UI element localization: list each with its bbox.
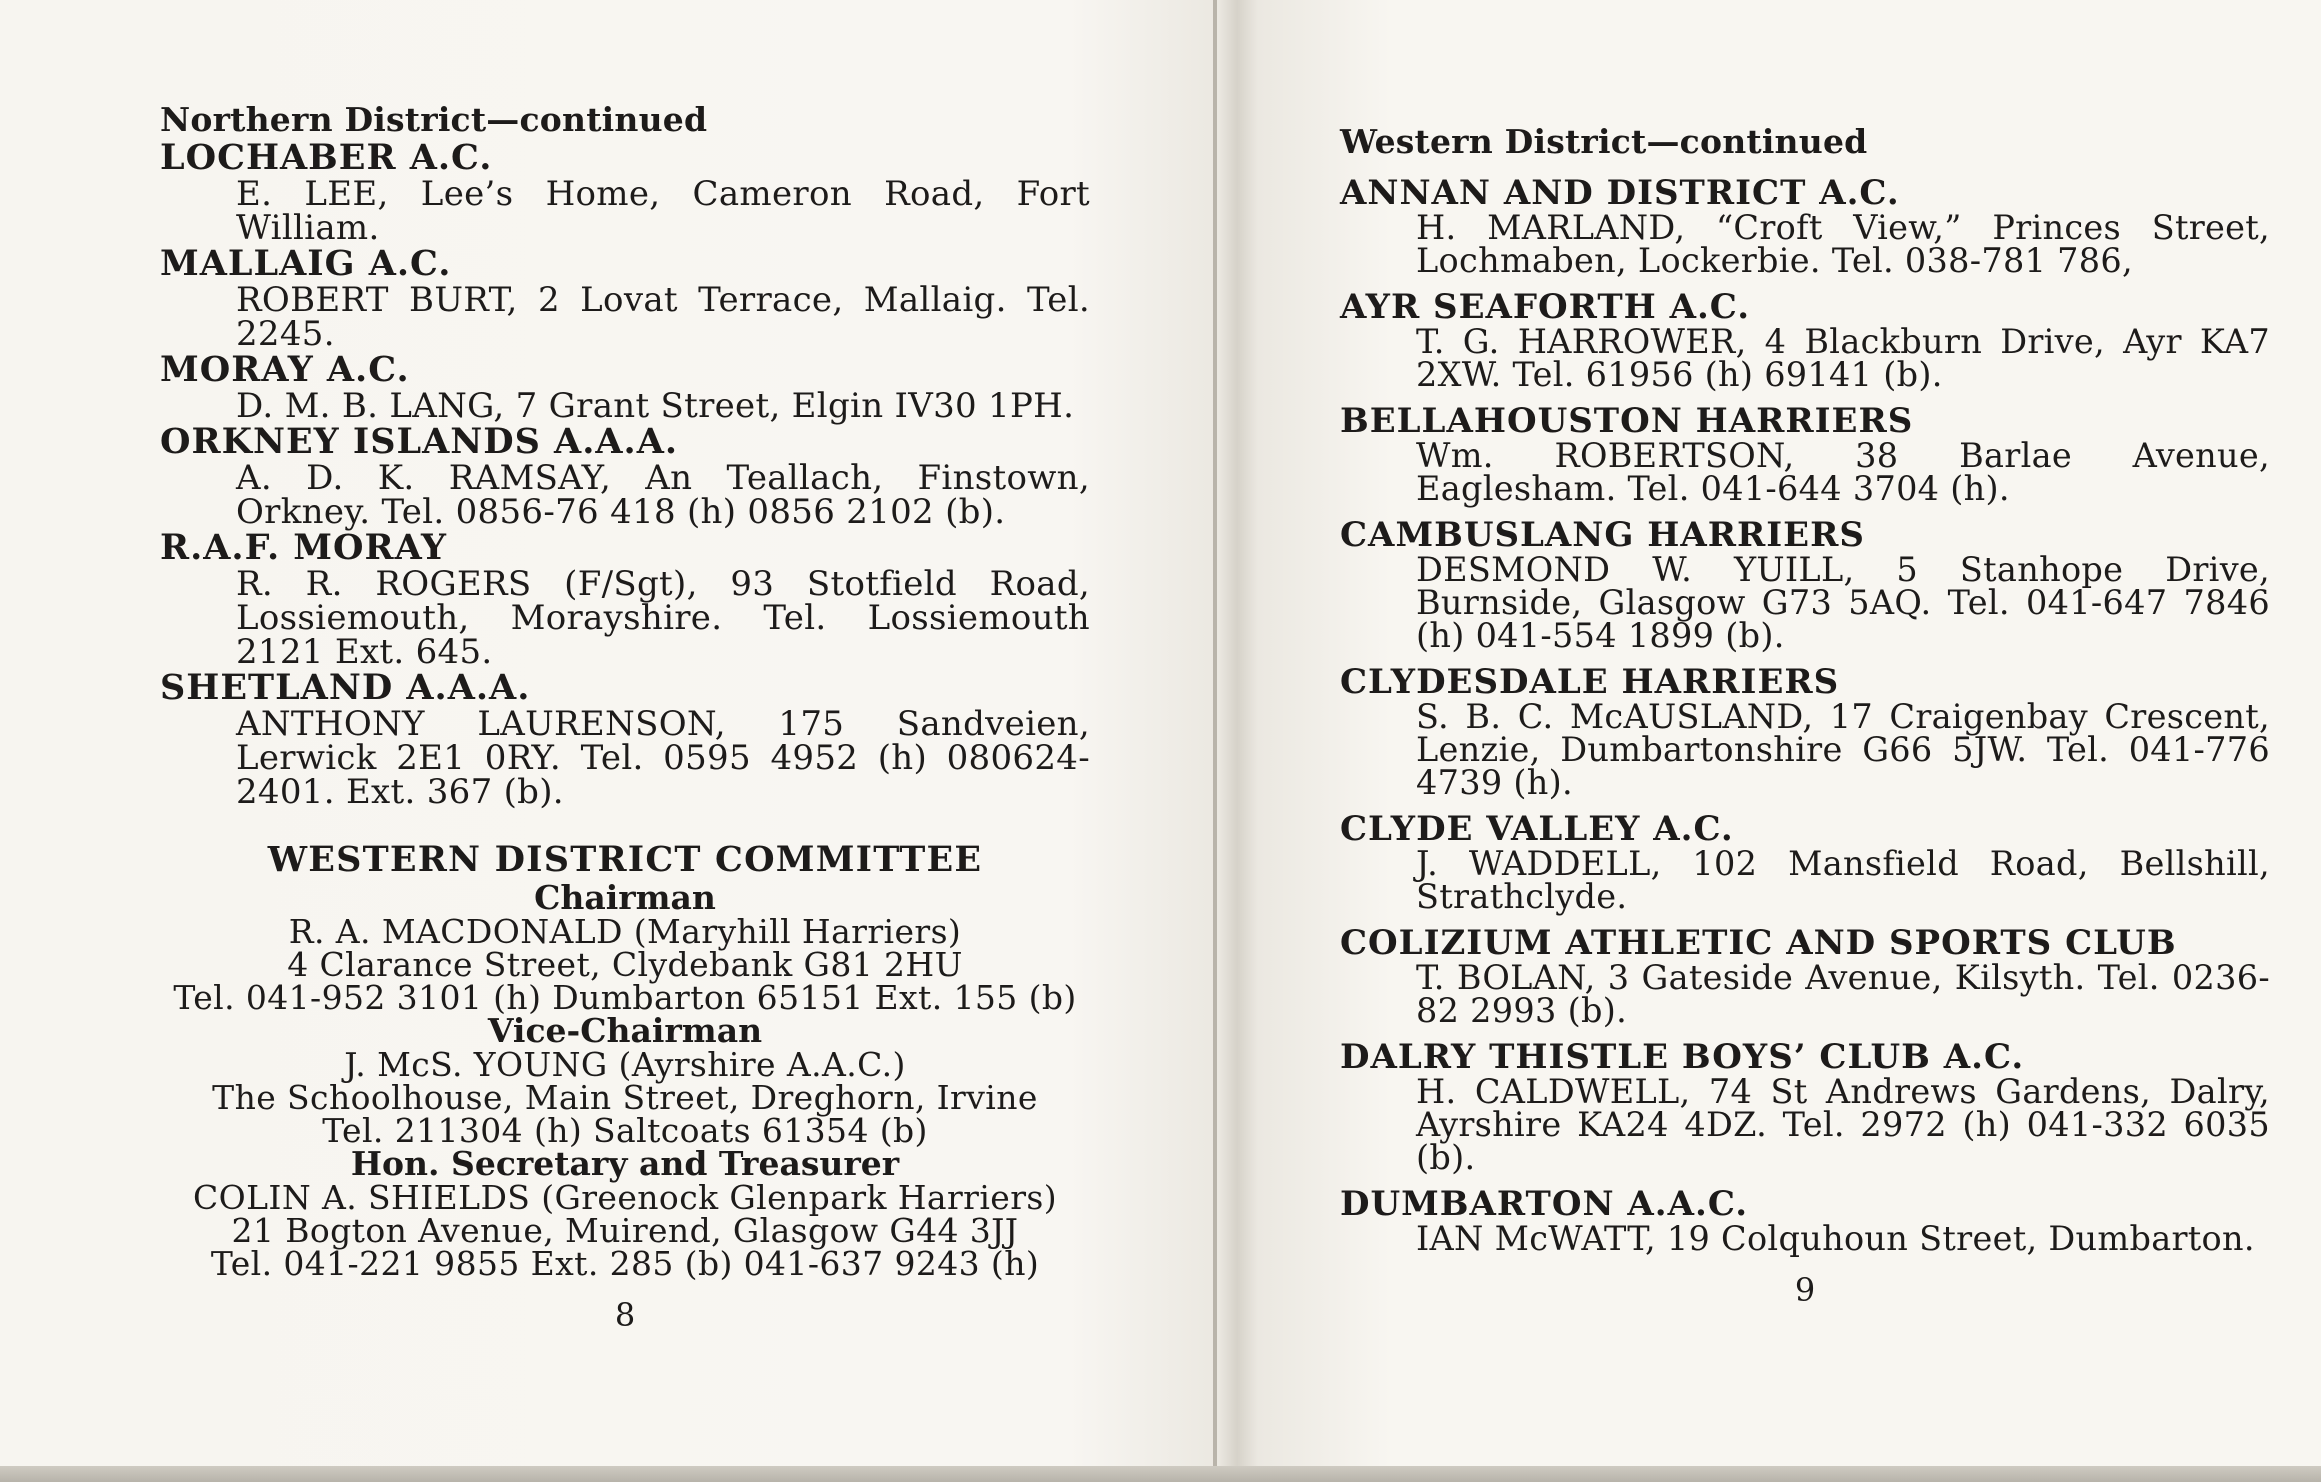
club-entry [1340, 662, 2270, 802]
club-entry [160, 667, 1090, 812]
club-entry [1340, 1037, 2270, 1177]
committee-line: 21 Bogton Avenue, Muirend, Glasgow G44 3JJ [231, 1211, 1019, 1250]
club-name: R.A.F. MORAY [160, 527, 448, 568]
club-entry [1340, 173, 2270, 280]
role-vice-chairman: Vice-Chairman [487, 1011, 763, 1050]
club-name: CLYDESDALE HARRIERS [1340, 662, 1840, 702]
club-entry [1340, 1184, 2270, 1258]
committee-line: J. McS. YOUNG (Ayrshire A.A.C.) [344, 1045, 906, 1084]
club-name: MALLAIG A.C. [160, 243, 452, 284]
club-contact: J. WADDELL, 102 Mansfield Road, Bellshill, Strathclyde. [1416, 844, 2270, 916]
committee-line: R. A. MACDONALD (Maryhill Harriers) [288, 912, 962, 951]
club-entry [1340, 923, 2270, 1030]
club-contact: A. D. K. RAMSAY, An Teallach, Finstown, Orkney. Tel. 0856-76 418 (h) 0856 2102 (b). [236, 458, 1090, 532]
club-contact: ANTHONY LAURENSON, 175 Sandveien, Lerwick 2E1 0RY. Tel. 0595 4952 (h) 080624-2401. Ext. 367 (b). [236, 704, 1090, 812]
club-contact: DESMOND W. YUILL, 5 Stanhope Drive, Burnside, Glasgow G73 5AQ. Tel. 041-647 7846 (h) 041-554 1899 (b). [1416, 550, 2270, 655]
club-contact: H. CALDWELL, 74 St Andrews Gardens, Dalry, Ayrshire KA24 4DZ. Tel. 2972 (h) 041-332 6035 (b). [1416, 1072, 2270, 1177]
club-entry [160, 421, 1090, 532]
page-number: 9 [1794, 1271, 1816, 1309]
club-contact: H. MARLAND, “Croft View,” Princes Street, Lochmaben, Lockerbie. Tel. 038-781 786, [1416, 208, 2270, 280]
role-secretary: Hon. Secretary and Treasurer [350, 1144, 900, 1183]
club-name: COLIZIUM ATHLETIC AND SPORTS CLUB [1340, 923, 2177, 963]
club-contact: E. LEE, Lee’s Home, Cameron Road, Fort William. [236, 174, 1090, 248]
club-contact: ROBERT BURT, 2 Lovat Terrace, Mallaig. Tel. 2245. [236, 280, 1090, 354]
club-name: MORAY A.C. [160, 349, 410, 390]
committee-line: COLIN A. SHIELDS (Greenock Glenpark Harriers) [193, 1178, 1057, 1217]
committee-line: Tel. 041-952 3101 (h) Dumbarton 65151 Ext. 155 (b) [173, 978, 1077, 1017]
committee-line: The Schoolhouse, Main Street, Dreghorn, Irvine [212, 1078, 1038, 1117]
club-name: ORKNEY ISLANDS A.A.A. [160, 421, 679, 462]
book-gutter [1213, 0, 1217, 1482]
club-contact: T. G. HARROWER, 4 Blackburn Drive, Ayr KA7 2XW. Tel. 61956 (h) 69141 (b). [1416, 322, 2270, 394]
club-contact: S. B. C. McAUSLAND, 17 Craigenbay Crescent, Lenzie, Dumbartonshire G66 5JW. Tel. 041-776 4739 (h). [1416, 697, 2270, 802]
club-name: DALRY THISTLE BOYS’ CLUB A.C. [1340, 1037, 2025, 1077]
committee-line: Tel. 211304 (h) Saltcoats 61354 (b) [322, 1111, 928, 1150]
club-contact: R. R. ROGERS (F/Sgt), 93 Stotfield Road, Lossiemouth, Morayshire. Tel. Lossiemouth 2121 Ext. 645. [236, 564, 1090, 672]
committee-heading: WESTERN DISTRICT COMMITTEE [267, 839, 983, 880]
club-entry [1340, 401, 2270, 508]
club-name: CLYDE VALLEY A.C. [1340, 809, 1734, 849]
club-name: LOCHABER A.C. [160, 137, 493, 178]
club-name: BELLAHOUSTON HARRIERS [1340, 401, 1914, 441]
committee-line: 4 Clarance Street, Clydebank G81 2HU [287, 945, 963, 984]
club-entry [160, 527, 1090, 672]
page-right [1340, 0, 2270, 1466]
club-name: CAMBUSLANG HARRIERS [1340, 515, 1865, 555]
club-entry [160, 349, 1090, 426]
page-left [160, 0, 1090, 1466]
club-entry [1340, 515, 2270, 655]
continued-heading: Western District—continued [1340, 122, 1868, 161]
club-name: SHETLAND A.A.A. [160, 667, 531, 708]
continued-heading: Northern District—continued [160, 100, 708, 139]
club-entry [160, 243, 1090, 354]
committee-line: Tel. 041-221 9855 Ext. 285 (b) 041-637 9243 (h) [210, 1244, 1040, 1283]
club-contact: Wm. ROBERTSON, 38 Barlae Avenue, Eaglesham. Tel. 041-644 3704 (h). [1416, 436, 2270, 508]
club-entry [1340, 287, 2270, 394]
club-contact: IAN McWATT, 19 Colquhoun Street, Dumbarton. [1416, 1219, 2255, 1258]
club-entry [1340, 809, 2270, 916]
role-chairman: Chairman [534, 878, 716, 917]
club-entry [160, 137, 1090, 248]
page-number: 8 [614, 1296, 636, 1334]
club-contact: D. M. B. LANG, 7 Grant Street, Elgin IV30 1PH. [236, 386, 1075, 426]
club-name: DUMBARTON A.A.C. [1340, 1184, 1749, 1224]
club-name: AYR SEAFORTH A.C. [1340, 287, 1751, 327]
committee-section [160, 839, 1090, 1283]
page-bottom-edge [0, 1466, 2321, 1482]
club-name: ANNAN AND DISTRICT A.C. [1340, 173, 1900, 213]
club-contact: T. BOLAN, 3 Gateside Avenue, Kilsyth. Tel. 0236-82 2993 (b). [1416, 958, 2270, 1030]
